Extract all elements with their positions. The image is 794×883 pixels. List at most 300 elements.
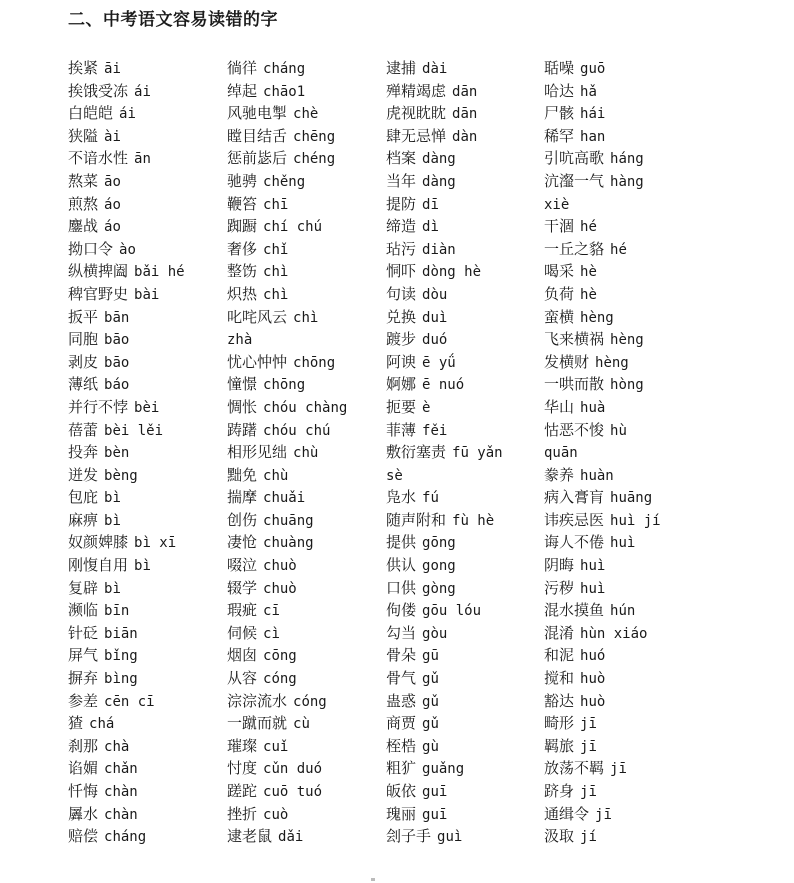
entry-pinyin: cuò — [263, 806, 289, 823]
entry-pinyin: chóu chàng — [263, 399, 348, 416]
word-entry — [68, 215, 185, 238]
word-entry — [386, 690, 503, 713]
word-entry — [227, 735, 347, 758]
word-entry — [227, 464, 347, 487]
entry-pinyin: gǔ — [422, 671, 439, 688]
entry-pinyin: chá — [89, 716, 115, 733]
entry-word: 烟囱 — [227, 646, 258, 665]
entry-pinyin: gòng — [422, 580, 456, 597]
word-entry — [68, 441, 185, 464]
entry-pinyin: chè — [293, 106, 319, 123]
word-entry — [386, 780, 503, 803]
entry-pinyin: dǎi — [278, 829, 304, 846]
entry-word: 蛮横 — [544, 307, 575, 326]
entry-word: 忏悔 — [68, 782, 99, 800]
word-entry — [544, 170, 661, 193]
entry-pinyin: fěi — [422, 422, 448, 439]
entry-word: 刽子手 — [386, 827, 432, 846]
entry-word: 同胞 — [68, 330, 99, 349]
word-entry — [544, 193, 661, 216]
entry-pinyin: guǎng — [422, 761, 465, 778]
column-2 — [227, 57, 347, 848]
entry-pinyin: ē nuó — [422, 377, 465, 394]
word-entry — [386, 57, 503, 80]
entry-pinyin: háng — [610, 151, 644, 168]
entry-pinyin: ān — [134, 151, 151, 168]
word-entry — [68, 554, 185, 577]
entry-word: 惩前毖后 — [227, 149, 288, 168]
word-entry — [68, 803, 185, 826]
entry-word: 蓓蕾 — [68, 420, 99, 439]
entry-word: 不谙水性 — [68, 149, 129, 168]
entry-pinyin: chuò — [263, 580, 297, 597]
word-entry — [386, 125, 503, 148]
entry-pinyin: jī — [580, 738, 597, 755]
entry-word: 纵横捭阖 — [68, 262, 129, 281]
entry-pinyin: chù — [263, 467, 289, 484]
entry-pinyin: bèng — [104, 467, 138, 484]
entry-pinyin: bài — [134, 286, 160, 303]
entry-word: 剥皮 — [68, 352, 99, 371]
entry-word: 赔偿 — [68, 827, 99, 846]
entry-word: 煎熬 — [68, 194, 99, 213]
entry-pinyin: huì — [580, 558, 606, 575]
word-entry — [386, 803, 503, 826]
entry-word: 谄媚 — [68, 759, 99, 778]
entry-word: 挨饿受冻 — [68, 81, 129, 100]
word-entry — [544, 599, 661, 622]
entry-word: 殚精竭虑 — [386, 81, 447, 100]
entry-word: 华山 — [544, 397, 575, 416]
entry-pinyin: guī — [422, 806, 448, 823]
word-entry — [544, 147, 661, 170]
word-entry — [386, 193, 503, 216]
word-entry — [544, 803, 661, 826]
entry-pinyin: chuāng — [263, 512, 314, 529]
entry-word: 挫折 — [227, 804, 258, 823]
entry-pinyin: dòng hè — [422, 264, 482, 281]
entry-pinyin: dān — [452, 83, 478, 100]
word-entry — [227, 712, 347, 735]
word-entry — [386, 373, 503, 396]
entry-word: 通缉令 — [544, 804, 590, 823]
entry-word: 豁达 — [544, 691, 575, 710]
word-entry — [227, 757, 347, 780]
entry-word: 淙淙流水 — [227, 691, 288, 710]
column-3 — [386, 57, 503, 848]
entry-word: 羼水 — [68, 804, 99, 823]
entry-pinyin: gōu lóu — [422, 603, 482, 620]
entry-word: 踟蹰 — [227, 217, 258, 236]
entry-word: 哈达 — [544, 81, 575, 100]
entry-pinyin: chuǎi — [263, 490, 306, 507]
entry-word: 踌躇 — [227, 420, 258, 439]
entry-word: 白皑皑 — [68, 104, 114, 123]
entry-word: 虎视眈眈 — [386, 104, 447, 123]
word-entry — [544, 464, 661, 487]
entry-word: 濒临 — [68, 601, 99, 620]
entry-pinyin: gǔ — [422, 693, 439, 710]
entry-pinyin: jī — [580, 784, 597, 800]
entry-pinyin: zhà — [227, 332, 253, 349]
entry-word: 徜徉 — [227, 59, 258, 77]
word-entry — [386, 351, 503, 374]
entry-pinyin: bìng — [104, 671, 138, 688]
entry-word: 骨气 — [386, 669, 417, 688]
entry-pinyin: jí — [580, 829, 597, 846]
word-entry — [386, 464, 503, 487]
word-entry — [68, 238, 185, 261]
entry-pinyin: xiè — [544, 196, 570, 213]
entry-pinyin: cóng — [263, 671, 297, 688]
entry-word: 恫吓 — [386, 262, 417, 281]
entry-word: 皈依 — [386, 782, 417, 800]
word-entry — [227, 351, 347, 374]
entry-pinyin: chàn — [104, 806, 138, 823]
entry-pinyin: bì — [104, 512, 121, 529]
entry-word: 蹉跎 — [227, 782, 258, 800]
word-entry — [544, 441, 661, 464]
entry-word: 婀娜 — [386, 375, 417, 394]
word-entry — [227, 486, 347, 509]
entry-word: 揣摩 — [227, 488, 258, 507]
entry-word: 屏气 — [68, 646, 99, 665]
entry-pinyin: cù — [293, 716, 310, 733]
entry-word: 混水摸鱼 — [544, 601, 605, 620]
word-entry — [544, 260, 661, 283]
word-entry — [544, 690, 661, 713]
entry-word: 档案 — [386, 149, 417, 168]
entry-pinyin: bān — [104, 309, 130, 326]
entry-word: 复辟 — [68, 578, 99, 597]
entry-word: 口供 — [386, 578, 417, 597]
entry-pinyin: chì — [293, 309, 319, 326]
entry-pinyin: cuǐ — [263, 738, 289, 755]
word-entry — [68, 599, 185, 622]
entry-pinyin: chǐ — [263, 241, 289, 258]
word-entry — [68, 306, 185, 329]
word-entry — [386, 441, 503, 464]
entry-word: 并行不悖 — [68, 397, 129, 416]
entry-word: 熬菜 — [68, 171, 99, 190]
entry-pinyin: duó — [422, 332, 448, 349]
entry-word: 一丘之貉 — [544, 239, 605, 258]
entry-word: 提防 — [386, 194, 417, 213]
word-entry — [68, 644, 185, 667]
entry-pinyin: huà — [580, 399, 606, 416]
word-entry — [227, 238, 347, 261]
word-entry — [68, 125, 185, 148]
entry-pinyin: gōng — [422, 535, 456, 552]
word-entry — [386, 825, 503, 848]
entry-pinyin: chóu chú — [263, 422, 331, 439]
entry-word: 蛊惑 — [386, 691, 417, 710]
word-entry — [227, 667, 347, 690]
word-entry — [68, 328, 185, 351]
word-entry — [386, 306, 503, 329]
entry-pinyin: huó — [580, 648, 606, 665]
entry-word: 挨紧 — [68, 59, 99, 77]
entry-pinyin: dī — [422, 196, 439, 213]
entry-pinyin: huàn — [580, 467, 614, 484]
entry-pinyin: dòu — [422, 286, 448, 303]
word-entry — [227, 780, 347, 803]
entry-pinyin: hé — [610, 241, 627, 258]
entry-pinyin: hè — [580, 286, 597, 303]
entry-pinyin: hèng — [580, 309, 614, 326]
entry-pinyin: chàn — [104, 784, 138, 800]
entry-word: 飞来横祸 — [544, 330, 605, 349]
word-entry — [227, 690, 347, 713]
entry-word: 整饬 — [227, 262, 258, 281]
entry-pinyin: ài — [104, 128, 121, 145]
entry-pinyin: chōng — [293, 354, 336, 371]
word-entry — [68, 260, 185, 283]
entry-word: 肆无忌惮 — [386, 126, 447, 145]
entry-word: 稀罕 — [544, 126, 575, 145]
word-entry — [227, 599, 347, 622]
entry-pinyin: hùn xiáo — [580, 625, 648, 642]
word-entry — [544, 396, 661, 419]
entry-word: 骨朵 — [386, 646, 417, 665]
entry-word: 瑕疵 — [227, 601, 258, 620]
entry-pinyin: jī — [610, 761, 627, 778]
word-entry — [227, 441, 347, 464]
entry-pinyin: biān — [104, 625, 138, 642]
word-entry — [227, 80, 347, 103]
entry-pinyin: sè — [386, 467, 403, 484]
word-entry — [386, 577, 503, 600]
entry-pinyin: fù hè — [452, 512, 495, 529]
entry-word: 和泥 — [544, 646, 575, 665]
entry-pinyin: huì — [610, 535, 636, 552]
word-entry — [386, 486, 503, 509]
entry-pinyin: cī — [263, 603, 280, 620]
entry-word: 惆怅 — [227, 397, 258, 416]
entry-word: 瞠目结舌 — [227, 126, 288, 145]
word-entry — [544, 735, 661, 758]
entry-pinyin: chuò — [263, 558, 297, 575]
word-entry — [544, 419, 661, 442]
entry-word: 参差 — [68, 691, 99, 710]
entry-pinyin: cì — [263, 625, 280, 642]
word-entry — [386, 509, 503, 532]
entry-word: 奢侈 — [227, 239, 258, 258]
entry-pinyin: āo — [104, 173, 121, 190]
word-entry — [544, 486, 661, 509]
entry-pinyin: bīn — [104, 603, 130, 620]
word-entry — [227, 260, 347, 283]
entry-word: 当年 — [386, 171, 417, 190]
entry-word: 菲薄 — [386, 420, 417, 439]
entry-pinyin: cǔn duó — [263, 761, 323, 778]
entry-pinyin: fū yǎn — [452, 445, 503, 462]
entry-word: 忖度 — [227, 759, 258, 778]
entry-word: 鏖战 — [68, 217, 99, 236]
entry-word: 驰骋 — [227, 171, 258, 190]
entry-word: 逮捕 — [386, 59, 417, 77]
entry-pinyin: ái — [134, 83, 151, 100]
entry-word: 针砭 — [68, 623, 99, 642]
entry-word: 汲取 — [544, 827, 575, 846]
word-entry — [386, 644, 503, 667]
entry-word: 狭隘 — [68, 126, 99, 145]
word-entry — [386, 170, 503, 193]
word-entry — [68, 712, 185, 735]
word-entry — [68, 667, 185, 690]
entry-word: 辍学 — [227, 578, 258, 597]
word-entry — [386, 80, 503, 103]
word-entry — [227, 193, 347, 216]
word-entry — [386, 531, 503, 554]
word-entry — [227, 531, 347, 554]
word-entry — [68, 396, 185, 419]
word-entry — [68, 283, 185, 306]
entry-word: 逮老鼠 — [227, 827, 273, 846]
entry-word: 刹那 — [68, 736, 99, 755]
entry-word: 勾当 — [386, 623, 417, 642]
word-entry — [544, 306, 661, 329]
entry-word: 畸形 — [544, 714, 575, 733]
entry-word: 提供 — [386, 533, 417, 552]
word-entry — [386, 102, 503, 125]
entry-pinyin: ái — [119, 106, 136, 123]
word-entry — [386, 712, 503, 735]
entry-pinyin: ē yǘ — [422, 354, 456, 371]
entry-pinyin: bì — [104, 580, 121, 597]
word-entry — [386, 238, 503, 261]
entry-word: 奴颜婢膝 — [68, 533, 129, 552]
entry-word: 伺候 — [227, 623, 258, 642]
word-entry — [544, 644, 661, 667]
entry-pinyin: fú — [422, 490, 439, 507]
word-entry — [68, 57, 185, 80]
entry-word: 玷污 — [386, 239, 417, 258]
entry-word: 相形见绌 — [227, 443, 288, 462]
entry-word: 供认 — [386, 556, 417, 575]
word-entry — [227, 419, 347, 442]
entry-pinyin: bǎi hé — [134, 264, 185, 281]
entry-word: 缔造 — [386, 217, 417, 236]
entry-pinyin: è — [422, 399, 431, 416]
entry-word: 商贾 — [386, 714, 417, 733]
word-entry — [68, 102, 185, 125]
entry-word: 刚愎自用 — [68, 556, 129, 575]
word-entry — [68, 780, 185, 803]
entry-pinyin: hè — [580, 264, 597, 281]
entry-pinyin: cháng — [263, 61, 306, 77]
entry-pinyin: chuàng — [263, 535, 314, 552]
entry-pinyin: bì — [134, 558, 151, 575]
word-entry — [544, 102, 661, 125]
entry-word: 尸骸 — [544, 104, 575, 123]
entry-pinyin: áo — [104, 219, 121, 236]
word-entry — [544, 757, 661, 780]
entry-word: 随声附和 — [386, 510, 447, 529]
entry-word: 污秽 — [544, 578, 575, 597]
word-entry — [544, 667, 661, 690]
word-entry — [68, 373, 185, 396]
entry-word: 摒弃 — [68, 669, 99, 688]
word-entry — [386, 419, 503, 442]
entry-word: 扳平 — [68, 307, 99, 326]
entry-word: 粗犷 — [386, 759, 417, 778]
entry-word: 踱步 — [386, 330, 417, 349]
entry-pinyin: chéng — [293, 151, 336, 168]
entry-word: 豢养 — [544, 465, 575, 484]
entry-word: 憧憬 — [227, 375, 258, 394]
entry-word: 讳疾忌医 — [544, 510, 605, 529]
word-entry — [544, 80, 661, 103]
entry-pinyin: báo — [104, 377, 130, 394]
word-entry — [544, 780, 661, 803]
word-entry — [227, 622, 347, 645]
page-mark — [371, 878, 375, 881]
word-entry — [68, 757, 185, 780]
word-entry — [227, 644, 347, 667]
word-entry — [386, 554, 503, 577]
entry-pinyin: chěng — [263, 173, 306, 190]
entry-pinyin: bāo — [104, 332, 130, 349]
word-entry — [544, 57, 661, 80]
word-entry — [227, 509, 347, 532]
entry-pinyin: quān — [544, 445, 578, 462]
entry-word: 啜泣 — [227, 556, 258, 575]
entry-word: 忧心忡忡 — [227, 352, 288, 371]
entry-word: 扼要 — [386, 397, 417, 416]
word-entry — [68, 80, 185, 103]
word-entry — [386, 260, 503, 283]
entry-pinyin: huò — [580, 693, 606, 710]
word-entry — [227, 396, 347, 419]
entry-pinyin: hèng — [610, 332, 644, 349]
word-entry — [544, 125, 661, 148]
entry-pinyin: chì — [263, 286, 289, 303]
entry-pinyin: āi — [104, 61, 121, 77]
entry-pinyin: hàng — [610, 173, 644, 190]
entry-pinyin: chí chú — [263, 219, 323, 236]
entry-pinyin: dàng — [422, 173, 456, 190]
word-entry — [544, 825, 661, 848]
entry-word: 创伤 — [227, 510, 258, 529]
entry-word: 干涸 — [544, 217, 575, 236]
entry-word: 沆瀣一气 — [544, 171, 605, 190]
entry-word: 凄怆 — [227, 533, 258, 552]
section-title: 二、中考语文容易读错的字 — [68, 10, 278, 30]
entry-word: 瑰丽 — [386, 804, 417, 823]
entry-word: 一蹴而就 — [227, 714, 288, 733]
word-entry — [544, 373, 661, 396]
entry-word: 混淆 — [544, 623, 575, 642]
entry-pinyin: bāo — [104, 354, 130, 371]
entry-word: 凫水 — [386, 488, 417, 507]
entry-word: 绰起 — [227, 81, 258, 100]
entry-word: 兑换 — [386, 307, 417, 326]
entry-pinyin: han — [580, 128, 606, 145]
entry-pinyin: hèng — [595, 354, 629, 371]
entry-pinyin: bèi — [134, 399, 160, 416]
word-entry — [68, 419, 185, 442]
word-entry — [227, 328, 347, 351]
entry-word: 叱咤风云 — [227, 307, 288, 326]
entry-pinyin: jī — [580, 716, 597, 733]
word-entry — [227, 825, 347, 848]
entry-pinyin: bǐng — [104, 648, 138, 665]
entry-pinyin: gòu — [422, 625, 448, 642]
entry-pinyin: chà — [104, 738, 130, 755]
entry-word: 风驰电掣 — [227, 104, 288, 123]
entry-pinyin: diàn — [422, 241, 456, 258]
